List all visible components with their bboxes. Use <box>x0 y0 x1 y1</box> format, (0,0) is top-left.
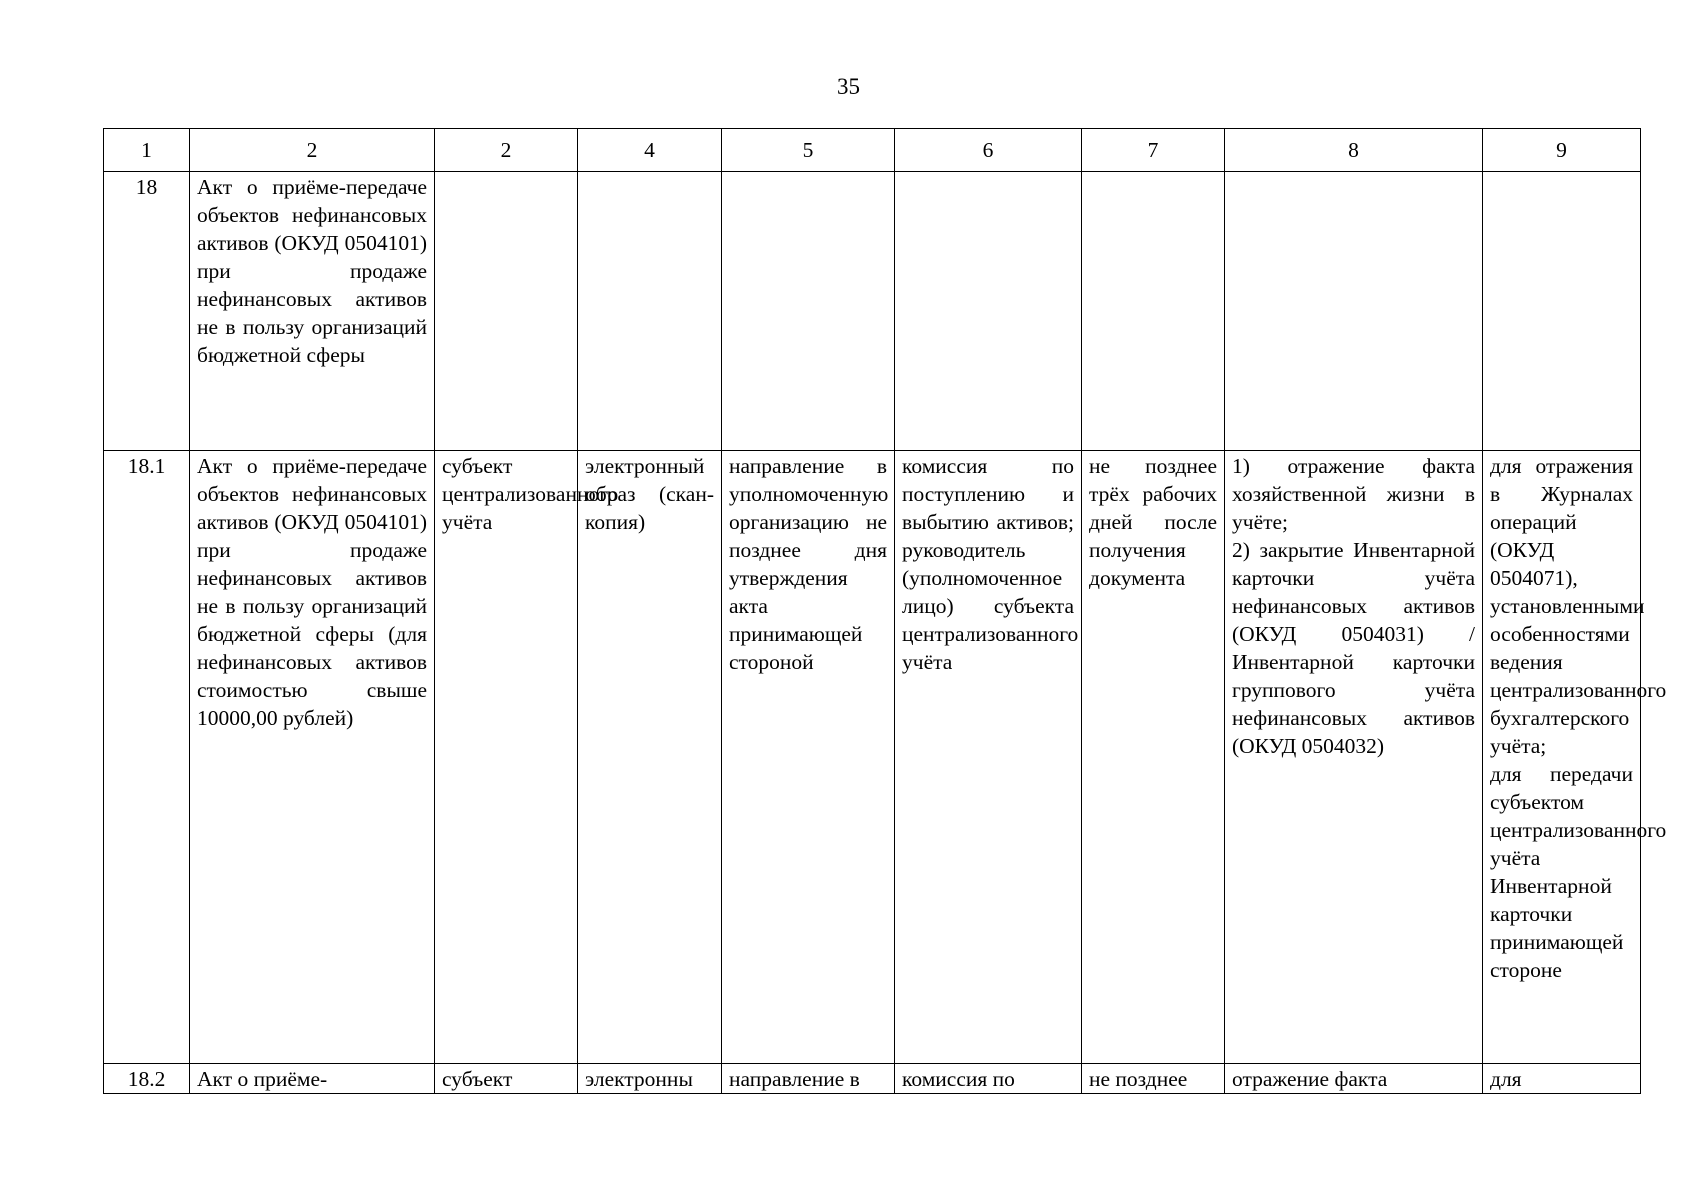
table-header-row <box>104 129 1641 172</box>
registry-table <box>103 128 1667 1094</box>
document-name-cell: Акт о приёме-передаче объектов нефинансовых активов (ОКУД 0504101) при продаже нефинансовых активов не в пользу организаций бюджетной сферы (для нефинансовых активов стоимостью свыше 10000,00 рублей) <box>190 451 435 1064</box>
action-item-2: 2) закрытие Инвентарной карточки учёта нефинансовых активов (ОКУД 0504031) /Инвентарной карточки группового учёта нефинансовых активов (ОКУД 0504032) <box>1232 538 1475 758</box>
row-number-cell: 18.1 <box>104 451 190 1064</box>
deadline-cell: не позднее трёх рабочих дней после получения документа <box>1082 451 1225 1064</box>
creator-cell: субъект централизованного учёта <box>435 451 578 1064</box>
document-name-cell: Акт о приёме- <box>190 1064 435 1094</box>
header-cell: 8 <box>1225 129 1483 172</box>
table-row <box>104 451 1641 1064</box>
action-cell <box>1225 451 1483 1064</box>
table-cell <box>722 172 895 451</box>
deadline-cell: не позднее <box>1082 1064 1225 1094</box>
header-cell: 7 <box>1082 129 1225 172</box>
action-item-1: 1) отражение факта хозяйственной жизни в учёте; <box>1232 454 1475 534</box>
responsible-cell: комиссия по <box>895 1064 1082 1094</box>
table-row <box>104 1064 1641 1094</box>
responsible-cell: комиссия по поступлению и выбытию активов; руководитель (уполномоченное лицо) субъекта централизованного учёта <box>895 451 1082 1064</box>
purpose-cell <box>1483 451 1667 1064</box>
purpose-item-2: для передачи субъектом централизованного учёта Инвентарной карточки принимающей стороне <box>1490 762 1667 982</box>
table-cell <box>1225 172 1483 451</box>
table-cell <box>1082 172 1225 451</box>
table-cell <box>578 172 722 451</box>
format-cell: электронны <box>578 1064 722 1094</box>
table-cell <box>895 172 1082 451</box>
page-number: 35 <box>837 74 860 99</box>
header-cell: 5 <box>722 129 895 172</box>
table-row <box>104 172 1641 451</box>
purpose-cell: для <box>1483 1064 1641 1094</box>
creator-cell: субъект <box>435 1064 578 1094</box>
row-number-cell: 18 <box>104 172 190 451</box>
table-cell <box>1483 172 1641 451</box>
table-cell <box>435 172 578 451</box>
purpose-item-1: для отражения в Журналах операций (ОКУД 0504071), установленными особенностями ведения централизованного бухгалтерского учёта; <box>1490 454 1667 758</box>
header-cell: 9 <box>1483 129 1641 172</box>
row-number-cell: 18.2 <box>104 1064 190 1094</box>
transfer-cell: направление в уполномоченную организацию не позднее дня утверждения акта принимающей стороной <box>722 451 895 1064</box>
header-cell: 2 <box>435 129 578 172</box>
transfer-cell: направление в <box>722 1064 895 1094</box>
action-cell: отражение факта <box>1225 1064 1483 1094</box>
header-cell: 2 <box>190 129 435 172</box>
document-name-cell: Акт о приёме-передаче объектов нефинансовых активов (ОКУД 0504101) при продаже нефинансовых активов не в пользу организаций бюджетной сферы <box>190 172 435 451</box>
format-cell: электронный образ (скан-копия) <box>578 451 722 1064</box>
header-cell: 6 <box>895 129 1082 172</box>
header-cell: 1 <box>104 129 190 172</box>
header-cell: 4 <box>578 129 722 172</box>
